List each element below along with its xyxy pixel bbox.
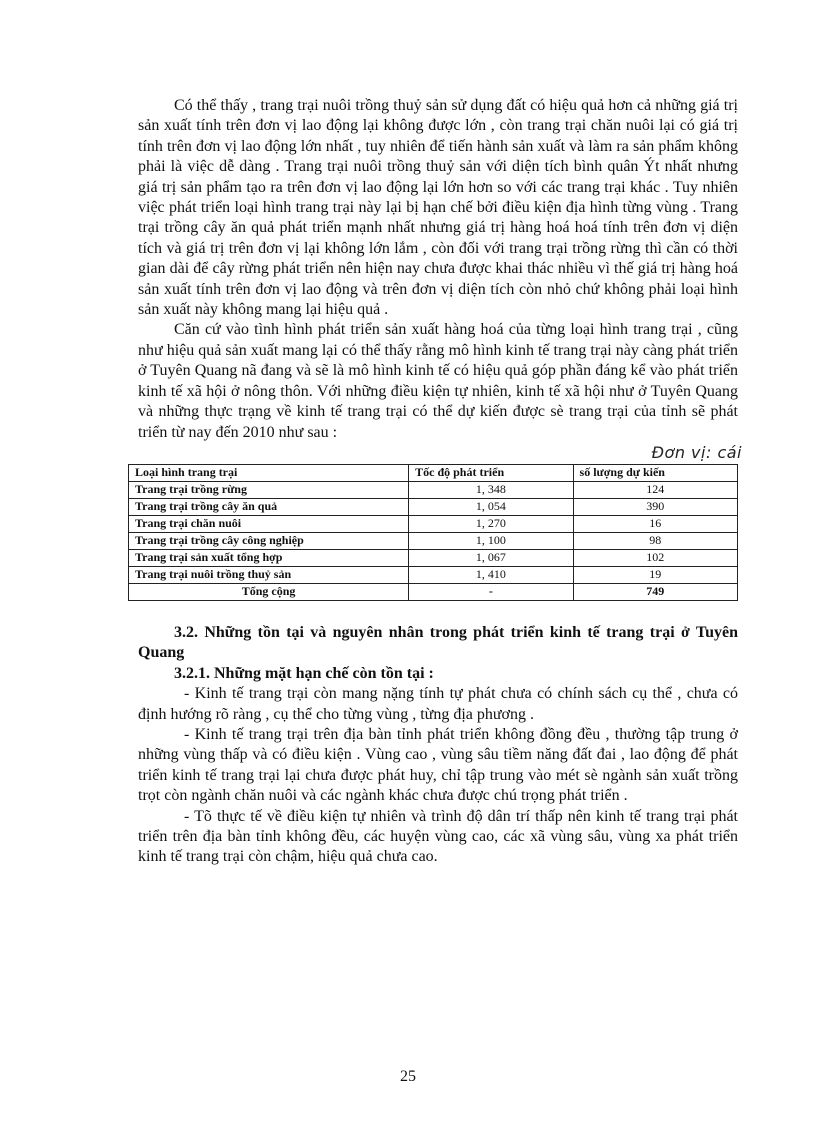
table-row bbox=[129, 515, 738, 532]
farm-type-cell: Trang trại sản xuất tổng hợp bbox=[129, 549, 409, 566]
table-total-row bbox=[129, 583, 738, 600]
table-row bbox=[129, 532, 738, 549]
farm-type-cell: Trang trại nuôi trồng thuỷ sản bbox=[129, 566, 409, 583]
growth-rate-cell: 1, 270 bbox=[409, 515, 573, 532]
growth-rate-cell: 1, 410 bbox=[409, 566, 573, 583]
table-row bbox=[129, 549, 738, 566]
list-item: - Kinh tế trang trại trên địa bàn tỉnh phát triển không đồng đều , thường tập trung ở những vùng thấp và có điều kiện . Vùng cao , vùng sâu tiềm năng đất đai , lao động để phát triển kinh tế trang trại lại chưa được phát huy, chỉ tập trung vào mét sè ngành sản xuất trồng trọt còn ngành chăn nuôi và các ngành khác chưa được chú trọng phát triển . bbox=[138, 725, 738, 805]
section-heading: 3.2. Những tồn tại và nguyên nhân trong phát triển kinh tế trang trại ở Tuyên Quang bbox=[138, 623, 738, 662]
forecast-count-cell: 19 bbox=[573, 566, 737, 583]
total-label-cell: Tổng cộng bbox=[129, 583, 409, 600]
farm-forecast-table bbox=[128, 464, 738, 601]
table-row bbox=[129, 481, 738, 498]
farm-type-cell: Trang trại trồng rừng bbox=[129, 481, 409, 498]
total-count-cell: 749 bbox=[573, 583, 737, 600]
list-item: - Tõ thực tế về điều kiện tự nhiên và trình độ dân trí thấp nên kinh tế trang trại phát triển trên địa bàn tỉnh không đều, các huyện vùng cao, các xã vùng sâu, vùng xa phát triển kinh tế trang trại còn chậm, hiệu quả chưa cao. bbox=[138, 807, 738, 866]
forecast-count-cell: 390 bbox=[573, 498, 737, 515]
paragraph: Căn cứ vào tình hình phát triển sản xuất hàng hoá của từng loại hình trang trại , cũng như hiệu quả sản xuất mang lại có thể thấy rằng mô hình kinh tế trang trại này càng phát triển ở Tuyên Quang nã đang và sẽ là mô hình kinh tế có hiệu quả góp phần đáng kể vào phát triển kinh tế xã hội ở nông thôn. Với những điều kiện tự nhiên, kinh tế xã hội như ở Tuyên Quang và những thực trạng về kinh tế trang trại có thể dự kiến được sè trang trại của tỉnh sẽ phát triển từ nay đến 2010 như sau : bbox=[138, 321, 738, 441]
page-number: 25 bbox=[400, 1068, 416, 1085]
growth-rate-cell: 1, 067 bbox=[409, 549, 573, 566]
column-header: Tốc độ phát triển bbox=[409, 464, 573, 481]
subsection-heading: 3.2.1. Những mặt hạn chế còn tồn tại : bbox=[174, 664, 434, 682]
list-item: - Kinh tế trang trại còn mang nặng tính tự phát chưa có chính sách cụ thể , chưa có định hướng rõ ràng , cụ thể cho từng vùng , từng địa phương . bbox=[138, 685, 738, 723]
farm-type-cell: Trang trại trồng cây ăn quả bbox=[129, 498, 409, 515]
table-header-row bbox=[129, 464, 738, 481]
page-content bbox=[135, 96, 742, 868]
growth-rate-cell: 1, 054 bbox=[409, 498, 573, 515]
forecast-count-cell: 102 bbox=[573, 549, 737, 566]
farm-type-cell: Trang trại chăn nuôi bbox=[129, 515, 409, 532]
growth-rate-cell: 1, 100 bbox=[409, 532, 573, 549]
total-growth-cell: - bbox=[409, 583, 573, 600]
column-header: Loại hình trang trại bbox=[129, 464, 409, 481]
growth-rate-cell: 1, 348 bbox=[409, 481, 573, 498]
table-row bbox=[129, 498, 738, 515]
column-header: số lượng dự kiến bbox=[573, 464, 737, 481]
paragraph: Có thể thấy , trang trại nuôi trồng thuỷ sản sử dụng đất có hiệu quả hơn cả những giá trị sản xuất tính trên đơn vị lao động lại không được lớn , còn trang trại chăn nuôi lại có giá trị tính trên đơn vị lao động lớn nhất , tuy nhiên để tiến hành sản xuất và làm ra sản phẩm không phải là việc dễ dàng . Trang trại nuôi trồng thuỷ sản với diện tích bình quân Ýt nhất nhưng giá trị sản phẩm tạo ra trên đơn vị lao động lại lớn hơn so với các trang trại khác . Tuy nhiên việc phát triển loại hình trang trại này lại bị hạn chế bởi điều kiện địa hình từng vùng . Trang trại trồng cây ăn quả phát triển mạnh nhất nhưng giá trị hàng hoá hoá tính trên đơn vị diện tích và giá trị trên đơn vị lại không lớn lắm , còn đối với trang trại trồng rừng thì cần có thời gian dài để cây rừng phát triển nên hiện nay chưa được khai thác nhiều vì thế giá trị hàng hoá sản xuất tính trên đơn vị lao động và trên đơn vị diện tích còn nhỏ chứ không phải loại hình sản xuất này không mang lại hiệu quả . bbox=[138, 97, 738, 319]
farm-type-cell: Trang trại trồng cây công nghiệp bbox=[129, 532, 409, 549]
table-unit-label: Đơn vị: cái bbox=[651, 442, 742, 462]
forecast-count-cell: 124 bbox=[573, 481, 737, 498]
forecast-count-cell: 98 bbox=[573, 532, 737, 549]
forecast-count-cell: 16 bbox=[573, 515, 737, 532]
table-row bbox=[129, 566, 738, 583]
